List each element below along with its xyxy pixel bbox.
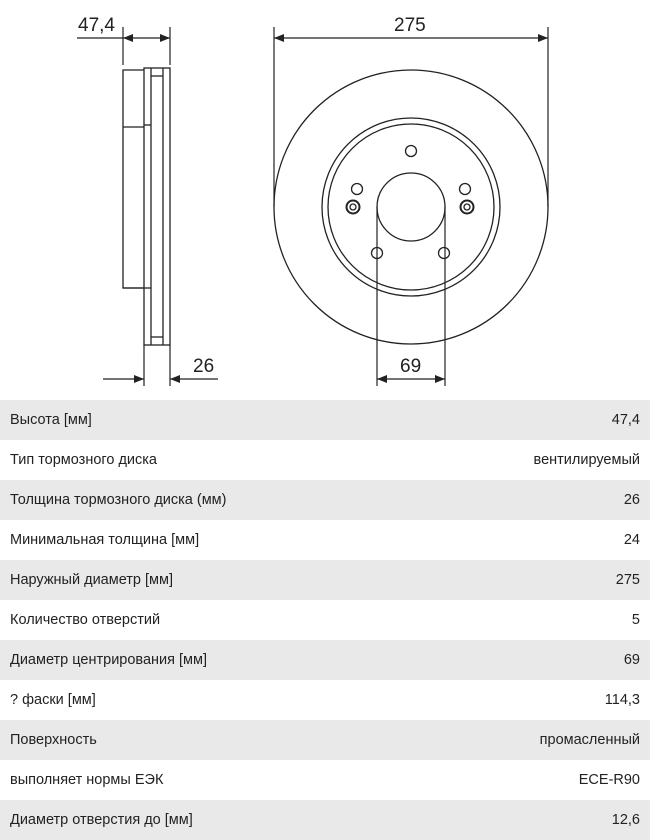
spec-label: Тип тормозного диска [10,452,157,468]
spec-label: выполняет нормы ЕЭК [10,772,164,788]
front-view [274,70,548,344]
center-bore-dim-label: 69 [400,356,422,377]
disc-outer-circle [274,70,548,344]
spec-row [0,760,650,800]
spec-row [0,720,650,760]
spec-label: Диаметр центрирования [мм] [10,652,208,668]
spec-value: 5 [631,612,640,628]
spec-label: Минимальная толщина [мм] [10,532,200,548]
screw-hole-left-inner [350,204,356,210]
specs-table [0,400,650,840]
spec-row [0,600,650,640]
spec-value: ECE-R90 [578,772,640,788]
spec-row [0,400,650,440]
bolt-hole-upper-right [460,184,471,195]
spec-row [0,520,650,560]
spec-value: вентилируемый [533,452,640,468]
spec-label: Наружный диаметр [мм] [10,572,174,588]
height-dim-label: 47,4 [78,15,115,36]
spec-label: Количество отверстий [10,612,161,628]
bolt-hole-upper-left [352,184,363,195]
bolt-hole-lower-right [439,248,450,259]
spec-value: 114,3 [604,692,640,708]
screw-hole-left-outer [347,201,360,214]
spec-row [0,640,650,680]
spec-value: 275 [615,572,640,588]
spec-value: 26 [623,492,640,508]
spec-value: 69 [623,652,640,668]
outer-diameter-dimension [274,27,548,207]
spec-row [0,480,650,520]
bolt-hole-top [406,146,417,157]
spec-label: Высота [мм] [10,412,92,428]
thickness-dim-label: 26 [193,356,215,377]
spec-row [0,560,650,600]
spec-row [0,680,650,720]
screw-hole-right-inner [464,204,470,210]
center-bore-circle [377,173,445,241]
brake-disc-drawing [0,0,650,400]
hat-outer-circle [328,124,494,290]
spec-value: промасленный [539,732,640,748]
hat-section-outline [123,70,144,288]
spec-value: 12,6 [611,812,640,828]
spec-label: Диаметр отверстия до [мм] [10,812,193,828]
spec-label: ? фаски [мм] [10,692,96,708]
spec-row [0,440,650,480]
spec-value: 47,4 [611,412,640,428]
spec-value: 24 [623,532,640,548]
disc-profile-outer [144,68,170,345]
spec-label: Поверхность [10,732,97,748]
spec-label: Толщина тормозного диска (мм) [10,492,227,508]
screw-hole-right-outer [461,201,474,214]
outer-diameter-dim-label: 275 [394,15,426,36]
spec-row [0,800,650,840]
side-profile-view [123,68,170,345]
